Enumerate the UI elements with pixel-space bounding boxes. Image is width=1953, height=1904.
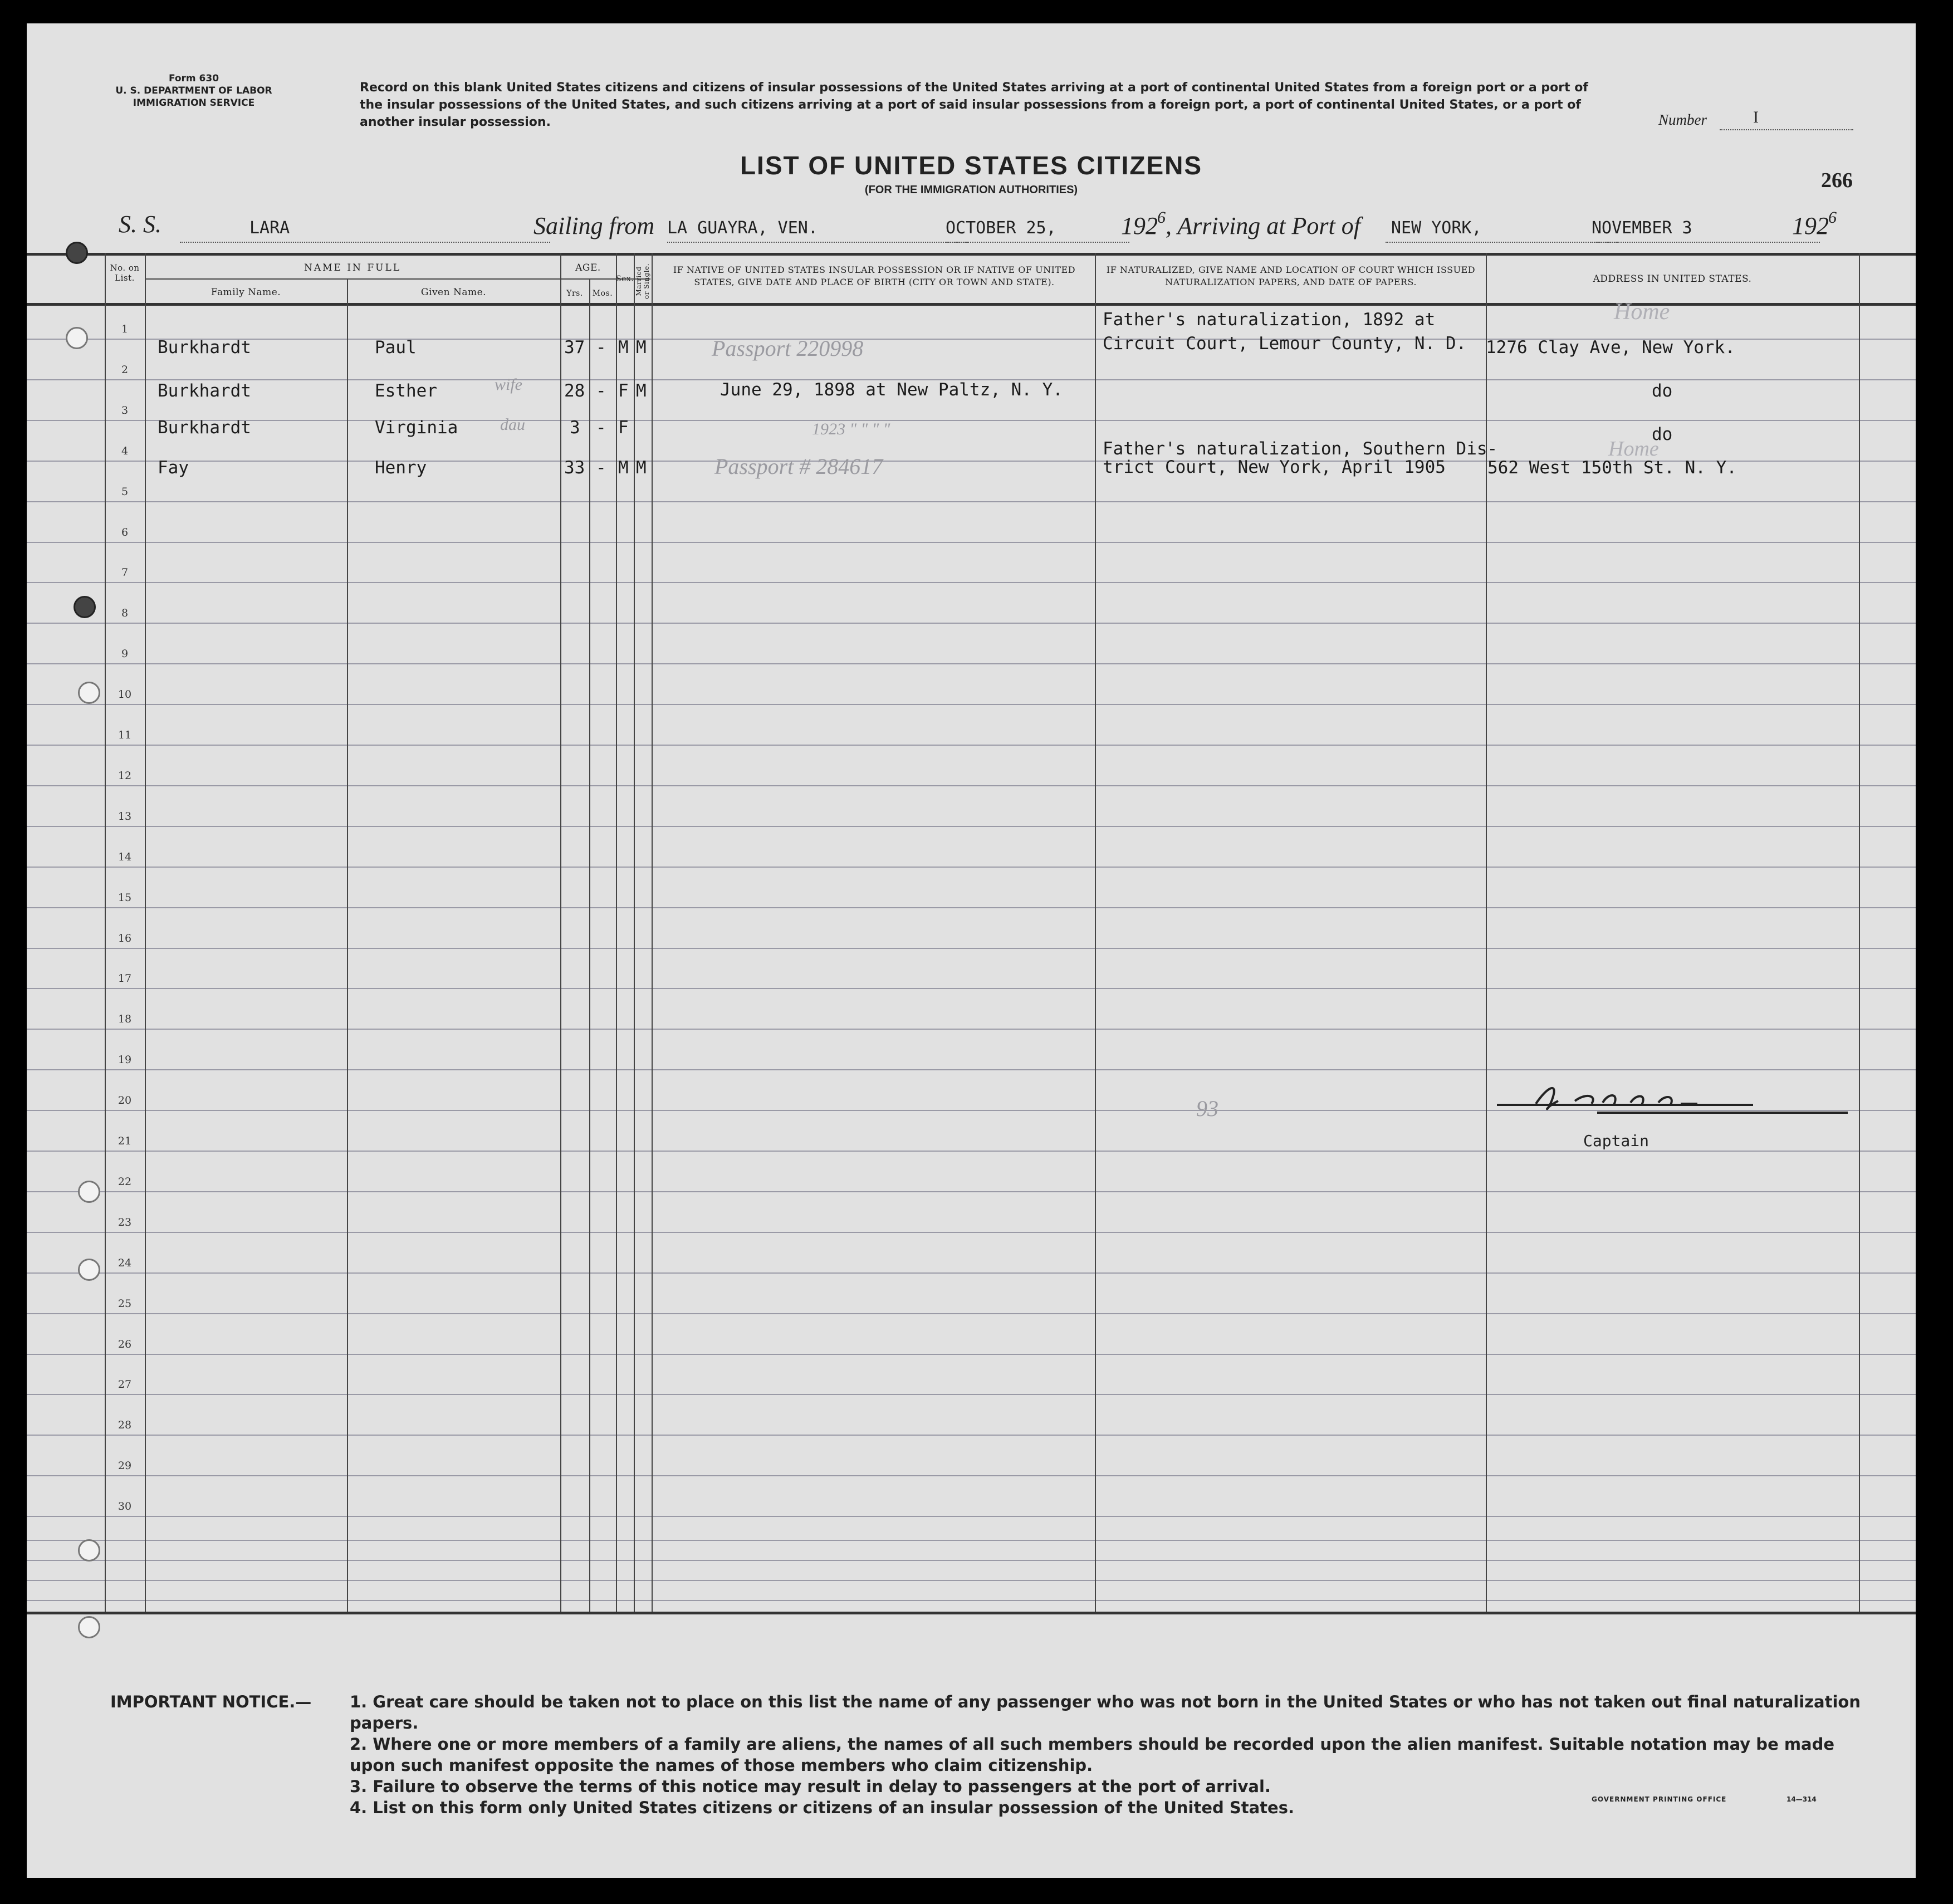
arrival-year-digit: 6 [1828, 208, 1837, 227]
header-given-name: Given Name. [420, 287, 487, 298]
row-number: 27 [118, 1378, 132, 1391]
row-number: 22 [118, 1176, 132, 1188]
binder-hole [78, 1259, 100, 1281]
naturalization-line-2: Circuit Court, Lemour County, N. D. [1103, 334, 1467, 354]
row-number: 6 [121, 526, 129, 539]
row-number: 29 [118, 1460, 132, 1472]
birth-date-place: June 29, 1898 at New Paltz, N. Y. [720, 380, 1063, 400]
row-rule [27, 988, 1916, 989]
row-number: 13 [118, 810, 132, 823]
header-sex: Sex. [616, 275, 634, 283]
page-subtitle: (FOR THE IMMIGRATION AUTHORITIES) [864, 184, 1078, 196]
departure-year-digit: 6 [1157, 208, 1166, 227]
age-years: 3 [570, 418, 580, 438]
row-rule [27, 1313, 1916, 1314]
naturalization-line-2: trict Court, New York, April 1905 [1103, 457, 1446, 477]
row-number: 23 [118, 1216, 132, 1228]
row-rule [27, 867, 1916, 868]
captain-label: Captain [1583, 1132, 1649, 1150]
age-years: 33 [564, 458, 585, 478]
row-rule [27, 582, 1916, 583]
handwritten-birth-year: 1923 " " " " [812, 420, 890, 438]
arrival-port: NEW YORK, [1391, 218, 1482, 238]
address: do [1652, 381, 1673, 401]
notice-item: 2. Where one or more members of a family are aliens, the names of all such members should be recorded upon the alien manifest. Suitable notation may be made upon such manifest opposite the names of those members who claim citizenship. [350, 1735, 1835, 1775]
ss-label: S. S. [119, 211, 161, 238]
column-rule [589, 278, 590, 1612]
binder-hole [74, 596, 96, 618]
notice-item: 4. List on this form only United States citizens or citizens of an insular possession of the United States. [350, 1798, 1294, 1817]
age-years: 28 [564, 381, 585, 401]
row-number: 18 [118, 1013, 132, 1025]
binder-hole [66, 242, 88, 264]
row-rule [27, 907, 1916, 908]
marital-status: M [636, 458, 647, 478]
row-number: 14 [118, 851, 132, 863]
number-value: I [1753, 108, 1759, 126]
handwritten-relation-dau: dau [500, 415, 525, 434]
row-rule [27, 420, 1916, 421]
arrival-date: NOVEMBER 3 [1592, 218, 1692, 238]
row-rule [27, 1354, 1916, 1355]
age-months: - [596, 418, 606, 438]
row-number: 11 [118, 729, 132, 741]
row-rule [27, 1516, 1916, 1517]
stamped-page-number: 266 [1821, 169, 1853, 192]
table-bottom-rule [27, 1612, 1916, 1614]
header-age: AGE. [575, 262, 601, 273]
row-rule [27, 542, 1916, 543]
row-rule [27, 623, 1916, 624]
header-age-years: Yrs. [566, 289, 583, 298]
form-instruction: Record on this blank United States citizens and citizens of insular possessions of the United States arriving at a port of continental United States from a foreign port or a port of the insular possessions of the United States, and such citizens arriving at a port of said insular possessions from a foreign port, a port of continental United States, or a port of another insular possession. [360, 81, 1588, 129]
table-top-rule [27, 253, 1916, 256]
family-name: Burkhardt [158, 337, 251, 358]
header-family-name: Family Name. [211, 287, 281, 298]
given-name: Henry [375, 458, 427, 478]
binder-hole [66, 327, 88, 349]
notice-item: 1. Great care should be taken not to place on this list the name of any passenger who was not born in the United States or who has not taken out final naturalization papers. [350, 1692, 1861, 1732]
page-title: LIST OF UNITED STATES CITIZENS [740, 151, 1203, 180]
marital-status: M [636, 381, 647, 401]
row-rule [27, 1540, 1916, 1541]
handwritten-home-1: Home [1614, 299, 1670, 325]
row-number: 7 [121, 566, 129, 579]
row-rule [27, 501, 1916, 502]
column-rule [1859, 253, 1860, 1612]
header-name-in-full: NAME IN FULL [304, 262, 402, 273]
row-number: 26 [118, 1338, 132, 1350]
binder-hole [78, 1181, 100, 1203]
handwritten-passport-1: Passport 220998 [712, 336, 864, 361]
row-rule [27, 785, 1916, 786]
address: 1276 Clay Ave, New York. [1486, 337, 1735, 358]
sailing-label: Sailing from [533, 212, 655, 239]
row-number: 9 [121, 648, 129, 660]
column-rule [347, 278, 348, 1612]
row-rule [27, 1029, 1916, 1030]
row-number: 3 [121, 404, 129, 417]
sex: M [618, 458, 629, 478]
arrival-year-prefix: 192 [1792, 212, 1829, 239]
number-line [1720, 129, 1853, 130]
sex: F [618, 418, 629, 438]
header-age-months: Mos. [592, 289, 613, 298]
ship-name: LARA [249, 218, 290, 238]
header-birth: IF NATIVE OF UNITED STATES INSULAR POSSESSION OR IF NATIVE OF UNITED STATES, GIVE DATE AND PLACE OF BIRTH (CITY OR TOWN AND STATE). [673, 265, 1076, 287]
marital-status: M [636, 337, 647, 358]
naturalization-line-1: Father's naturalization, 1892 at [1103, 310, 1436, 330]
row-rule [27, 1232, 1916, 1233]
row-rule [27, 1475, 1916, 1476]
row-number: 2 [121, 364, 129, 376]
number-label: Number [1658, 111, 1707, 128]
given-name: Paul [375, 337, 417, 358]
row-number: 30 [118, 1500, 132, 1513]
row-number: 5 [121, 486, 129, 498]
handwritten-relation-wife: wife [495, 375, 522, 394]
departure-date: OCTOBER 25, [946, 218, 1056, 238]
row-number: 1 [121, 323, 129, 335]
row-number: 15 [118, 892, 132, 904]
row-rule [27, 704, 1916, 705]
row-rule [27, 663, 1916, 664]
family-name: Burkhardt [158, 381, 251, 401]
row-number: 20 [118, 1094, 132, 1107]
captain-signature [1463, 1070, 1853, 1126]
row-rule [27, 826, 1916, 827]
row-number: 21 [118, 1135, 132, 1147]
row-rule [27, 1394, 1916, 1395]
arriving-label: , Arriving at Port of [1166, 212, 1360, 239]
manifest-page [27, 23, 1916, 1878]
form-identification [82, 72, 305, 109]
age-months: - [596, 381, 606, 401]
row-number: 16 [118, 932, 132, 944]
row-number: 4 [121, 445, 129, 457]
subheader-rule-age [560, 278, 616, 280]
handwritten-page-count: 93 [1196, 1096, 1218, 1121]
row-number: 24 [118, 1257, 132, 1269]
form-number: Form 630 [168, 73, 219, 84]
row-rule [27, 1560, 1916, 1561]
form-code: 14—314 [1786, 1795, 1817, 1803]
row-number: 28 [118, 1419, 132, 1431]
given-name: Virginia [375, 418, 458, 438]
binder-hole [78, 682, 100, 704]
column-rule [616, 253, 617, 1612]
row-number: 19 [118, 1054, 132, 1066]
row-number: 10 [118, 688, 132, 701]
column-rule [560, 253, 561, 1612]
header-married-single: Married or Single. [635, 263, 650, 299]
notice-item: 3. Failure to observe the terms of this notice may result in delay to passengers at the port of arrival. [350, 1777, 1271, 1796]
column-rule [145, 253, 146, 1612]
sex: M [618, 337, 629, 358]
handwritten-home-4: Home [1608, 437, 1659, 461]
departure-port: LA GUAYRA, VEN. [667, 218, 818, 238]
header-naturalized: IF NATURALIZED, GIVE NAME AND LOCATION OF COURT WHICH ISSUED NATURALIZATION PAPERS, AND DATE OF PAPERS. [1106, 265, 1476, 287]
row-rule [27, 1191, 1916, 1192]
row-number: 8 [121, 607, 129, 619]
notice-heading: IMPORTANT NOTICE.— [110, 1692, 312, 1711]
age-months: - [596, 458, 606, 478]
departure-year-prefix: 192 [1121, 212, 1158, 239]
age-years: 37 [564, 337, 585, 358]
service-name: IMMIGRATION SERVICE [133, 97, 255, 109]
column-rule [652, 253, 653, 1612]
row-rule [27, 1580, 1916, 1581]
sex: F [618, 381, 629, 401]
handwritten-passport-4: Passport # 284617 [714, 454, 883, 479]
binder-hole [78, 1539, 100, 1562]
binder-hole [78, 1616, 100, 1638]
column-rule [1095, 253, 1096, 1612]
printer-imprint: GOVERNMENT PRINTING OFFICE [1592, 1795, 1727, 1803]
family-name: Fay [158, 458, 189, 478]
address: 562 West 150th St. N. Y. [1487, 458, 1737, 478]
row-number: 12 [118, 770, 132, 782]
row-number: 17 [118, 972, 132, 985]
row-rule [27, 1435, 1916, 1436]
header-address: ADDRESS IN UNITED STATES. [1593, 273, 1752, 285]
row-rule [27, 1600, 1916, 1601]
address: do [1652, 424, 1673, 444]
header-no-on-list: No. on List. [110, 263, 140, 283]
row-rule [27, 948, 1916, 949]
column-rule [634, 253, 635, 1612]
given-name: Esther [375, 381, 437, 401]
department-name: U. S. DEPARTMENT OF LABOR [115, 85, 272, 96]
age-months: - [596, 337, 606, 358]
family-name: Burkhardt [158, 418, 251, 438]
naturalization-line-1: Father's naturalization, Southern Dis- [1103, 439, 1498, 459]
row-rule [27, 745, 1916, 746]
row-rule [27, 1151, 1916, 1152]
row-number: 25 [118, 1298, 132, 1310]
row-rule [27, 1272, 1916, 1274]
